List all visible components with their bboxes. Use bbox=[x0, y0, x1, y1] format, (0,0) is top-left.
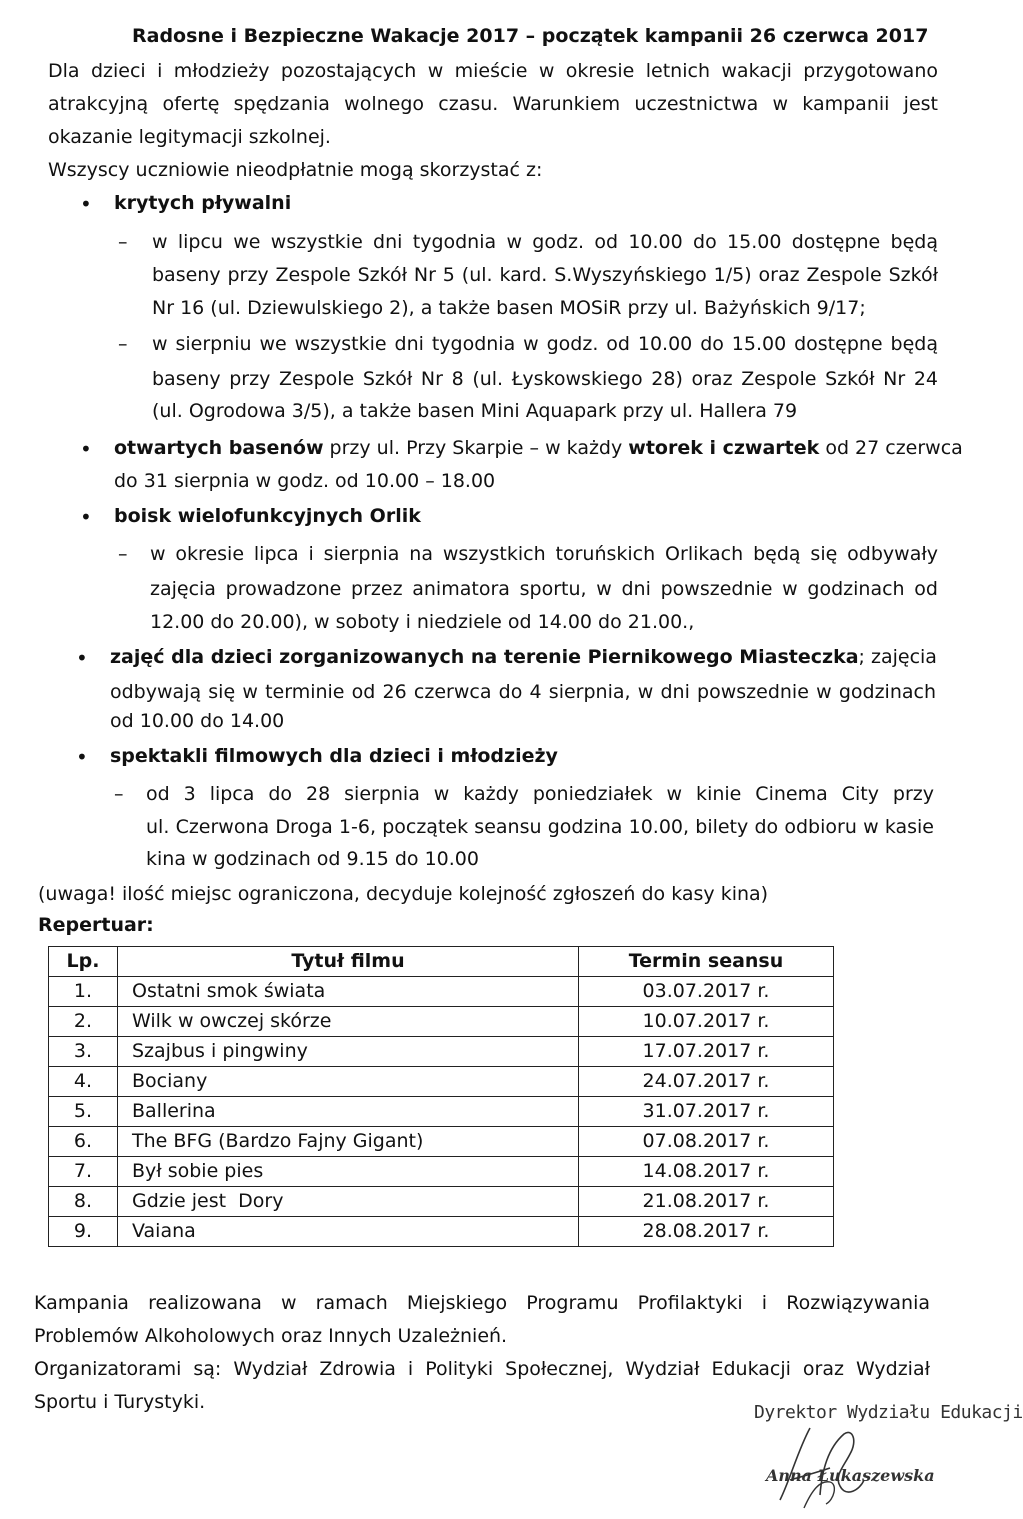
dash-marker: – bbox=[118, 333, 128, 355]
bullet-marker: • bbox=[76, 646, 88, 670]
outdoor-text-1: przy ul. Przy Skarpie – w każdy bbox=[323, 437, 629, 459]
repertoire-table bbox=[48, 946, 834, 1247]
pools-august-line-2: baseny przy Zespole Szkół Nr 8 (ul. Łyskowskiego 28) oraz Zespole Szkół Nr 24 bbox=[152, 368, 938, 390]
pools-july-line-1: w lipcu we wszystkie dni tygodnia w godz. od 10.00 do 15.00 dostępne będą bbox=[152, 231, 938, 253]
header-date: Termin seansu bbox=[579, 947, 834, 977]
table-row bbox=[49, 1007, 834, 1037]
row-date: 31.07.2017 r. bbox=[579, 1097, 834, 1127]
row-date: 24.07.2017 r. bbox=[579, 1067, 834, 1097]
row-lp: 1. bbox=[49, 977, 118, 1007]
row-lp: 6. bbox=[49, 1127, 118, 1157]
town-after: ; zajęcia bbox=[858, 646, 937, 668]
row-lp: 4. bbox=[49, 1067, 118, 1097]
film-line-2: ul. Czerwona Droga 1-6, początek seansu godzina 10.00, bilety do odbioru w kasie bbox=[146, 816, 934, 838]
table-header-row bbox=[49, 947, 834, 977]
bullet-marker: • bbox=[80, 437, 92, 461]
row-lp: 5. bbox=[49, 1097, 118, 1127]
dash-marker: – bbox=[118, 231, 128, 253]
row-date: 17.07.2017 r. bbox=[579, 1037, 834, 1067]
director-stamp: Dyrektor Wydziału Edukacji bbox=[754, 1402, 1023, 1423]
bullet-marker: • bbox=[80, 505, 92, 529]
header-lp: Lp. bbox=[49, 947, 118, 977]
town-line-3: od 10.00 do 14.00 bbox=[110, 710, 285, 732]
row-date: 28.08.2017 r. bbox=[579, 1217, 834, 1247]
outdoor-line-1 bbox=[114, 439, 963, 458]
dash-marker: – bbox=[114, 783, 124, 805]
row-date: 21.08.2017 r. bbox=[579, 1187, 834, 1217]
outdoor-days: wtorek i czwartek bbox=[628, 437, 820, 459]
table-row bbox=[49, 1127, 834, 1157]
orlik-line-1: w okresie lipca i sierpnia na wszystkich toruńskich Orlikach będą się odbywały bbox=[150, 543, 938, 565]
campaign-line-2: Problemów Alkoholowych oraz Innych Uzależnień. bbox=[34, 1325, 508, 1347]
row-title: Vaiana bbox=[118, 1217, 579, 1247]
intro-line-3: okazanie legitymacji szkolnej. bbox=[48, 126, 331, 148]
dash-marker: – bbox=[118, 543, 128, 565]
row-lp: 9. bbox=[49, 1217, 118, 1247]
row-date: 14.08.2017 r. bbox=[579, 1157, 834, 1187]
table-row bbox=[49, 1097, 834, 1127]
orlik-line-2: zajęcia prowadzone przez animatora sportu, w dni powszednie w godzinach od bbox=[150, 578, 938, 600]
campaign-line-1: Kampania realizowana w ramach Miejskiego Programu Profilaktyki i Rozwiązywania bbox=[34, 1292, 930, 1314]
stamp-name: Anna Łukaszewska bbox=[766, 1466, 935, 1485]
pools-heading: krytych pływalni bbox=[114, 192, 292, 214]
pools-july-line-2: baseny przy Zespole Szkół Nr 5 (ul. kard. S.Wyszyńskiego 1/5) oraz Zespole Szkół bbox=[152, 264, 938, 286]
row-date: 10.07.2017 r. bbox=[579, 1007, 834, 1037]
row-title: Bociany bbox=[118, 1067, 579, 1097]
organizers-line-1: Organizatorami są: Wydział Zdrowia i Polityki Społecznej, Wydział Edukacji oraz Wydział bbox=[34, 1358, 930, 1380]
row-lp: 8. bbox=[49, 1187, 118, 1217]
outdoor-heading: otwartych basenów bbox=[114, 437, 324, 459]
signature-icon bbox=[760, 1420, 880, 1515]
row-date: 03.07.2017 r. bbox=[579, 977, 834, 1007]
row-lp: 7. bbox=[49, 1157, 118, 1187]
town-line-2: odbywają się w terminie od 26 czerwca do 4 sierpnia, w dni powszednie w godzinach bbox=[110, 681, 936, 703]
film-line-1: od 3 lipca do 28 sierpnia w każdy poniedziałek w kinie Cinema City przy bbox=[146, 783, 934, 805]
row-title: Ostatni smok świata bbox=[118, 977, 579, 1007]
note-text: (uwaga! ilość miejsc ograniczona, decyduje kolejność zgłoszeń do kasy kina) bbox=[38, 883, 769, 905]
bullet-marker: • bbox=[80, 192, 92, 216]
table-row bbox=[49, 1187, 834, 1217]
film-heading: spektakli filmowych dla dzieci i młodzieży bbox=[110, 745, 558, 767]
document-title: Radosne i Bezpieczne Wakacje 2017 – początek kampanii 26 czerwca 2017 bbox=[132, 25, 929, 47]
row-title: Był sobie pies bbox=[118, 1157, 579, 1187]
table-row bbox=[49, 1037, 834, 1067]
row-title: Gdzie jest Dory bbox=[118, 1187, 579, 1217]
pools-july-line-3: Nr 16 (ul. Dziewulskiego 2), a także basen MOSiR przy ul. Bażyńskich 9/17; bbox=[152, 297, 866, 319]
orlik-heading: boisk wielofunkcyjnych Orlik bbox=[114, 505, 421, 527]
lead-text: Wszyscy uczniowie nieodpłatnie mogą skorzystać z: bbox=[48, 159, 543, 181]
table-row bbox=[49, 1067, 834, 1097]
row-lp: 2. bbox=[49, 1007, 118, 1037]
organizers-line-2: Sportu i Turystyki. bbox=[34, 1391, 206, 1413]
row-date: 07.08.2017 r. bbox=[579, 1127, 834, 1157]
town-line-1 bbox=[110, 648, 936, 667]
row-title: Ballerina bbox=[118, 1097, 579, 1127]
outdoor-text-2: od 27 czerwca bbox=[819, 437, 963, 459]
orlik-line-3: 12.00 do 20.00), w soboty i niedziele od 14.00 do 21.00., bbox=[150, 611, 695, 633]
pools-august-line-1: w sierpniu we wszystkie dni tygodnia w godz. od 10.00 do 15.00 dostępne będą bbox=[152, 333, 938, 355]
table-row bbox=[49, 1217, 834, 1247]
bullet-marker: • bbox=[76, 745, 88, 769]
row-lp: 3. bbox=[49, 1037, 118, 1067]
header-title: Tytuł filmu bbox=[118, 947, 579, 977]
table-row bbox=[49, 1157, 834, 1187]
intro-line-2: atrakcyjną ofertę spędzania wolnego czasu. Warunkiem uczestnictwa w kampanii jest bbox=[48, 93, 938, 115]
film-line-3: kina w godzinach od 9.15 do 10.00 bbox=[146, 848, 479, 870]
repertoire-label: Repertuar: bbox=[38, 914, 154, 936]
outdoor-line-2: do 31 sierpnia w godz. od 10.00 – 18.00 bbox=[114, 470, 496, 492]
table-row bbox=[49, 977, 834, 1007]
town-heading: zajęć dla dzieci zorganizowanych na terenie Piernikowego Miasteczka bbox=[110, 646, 859, 668]
row-title: Szajbus i pingwiny bbox=[118, 1037, 579, 1067]
intro-line-1: Dla dzieci i młodzieży pozostających w mieście w okresie letnich wakacji przygotowano bbox=[48, 60, 938, 82]
row-title: Wilk w owczej skórze bbox=[118, 1007, 579, 1037]
pools-august-line-3: (ul. Ogrodowa 3/5), a także basen Mini Aquapark przy ul. Hallera 79 bbox=[152, 400, 798, 422]
row-title: The BFG (Bardzo Fajny Gigant) bbox=[118, 1127, 579, 1157]
